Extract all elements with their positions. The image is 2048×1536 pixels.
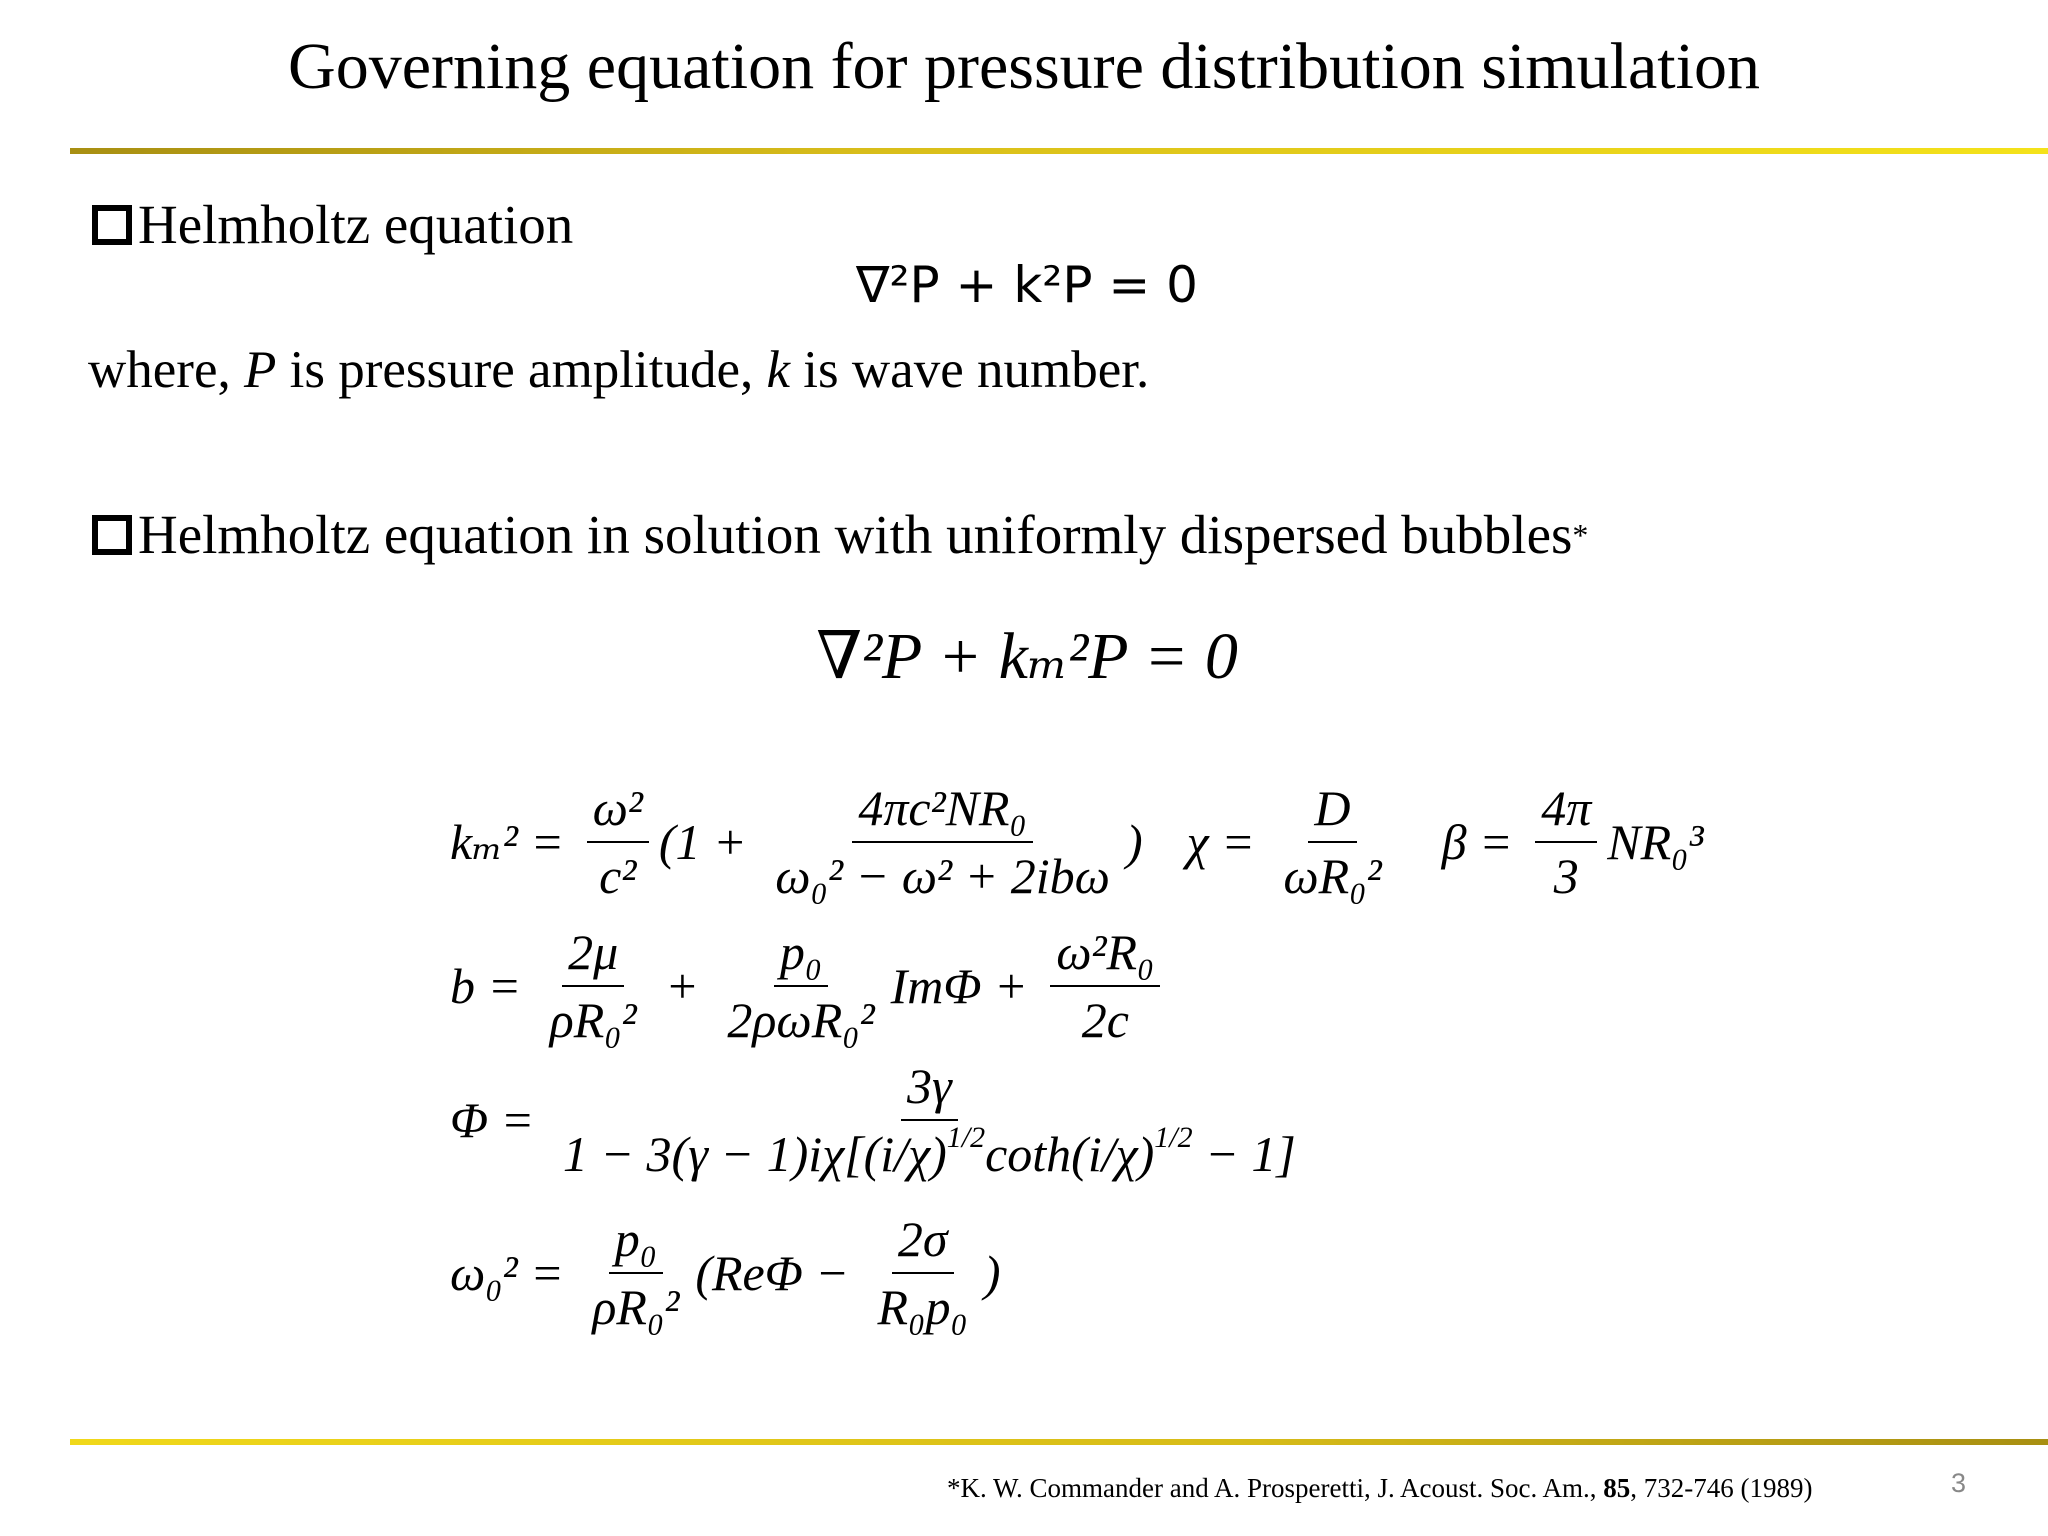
exponent: 1/2 — [946, 1121, 986, 1154]
volume: 85 — [1603, 1473, 1631, 1503]
term: ) — [983, 1245, 1001, 1301]
equation-b — [450, 921, 1170, 1051]
lhs: kₘ² = — [450, 814, 577, 870]
fraction — [586, 1210, 685, 1336]
definition-text — [88, 335, 1149, 405]
exponent: 1/2 — [1154, 1121, 1193, 1154]
bullet-text: Helmholtz equation in solution with uniformly dispersed bubbles — [138, 504, 1573, 565]
text: is pressure amplitude, — [276, 341, 767, 399]
bullet-text: Helmholtz equation — [138, 194, 574, 255]
numerator: p₀ — [609, 1210, 663, 1274]
term: ) — [1125, 814, 1143, 870]
numerator: 3γ — [901, 1057, 958, 1121]
fraction — [872, 1210, 974, 1336]
term: (ReΦ − — [695, 1245, 862, 1301]
numerator: p₀ — [774, 923, 828, 987]
title-divider — [70, 148, 2048, 154]
denominator: 3 — [1553, 848, 1579, 904]
denominator: 2c — [1081, 992, 1129, 1048]
lhs: Φ = — [450, 1092, 547, 1148]
helmholtz-bubble-equation: ∇²P + kₘ²P = 0 — [816, 620, 1238, 693]
denominator: ρR₀² — [592, 1279, 680, 1335]
text: is wave number. — [790, 341, 1150, 399]
denominator: ωR₀² — [1283, 848, 1382, 904]
numerator: ω² — [587, 779, 649, 843]
var-p: P — [243, 341, 277, 399]
footer-divider — [70, 1439, 2048, 1445]
term: − 1] — [1192, 1126, 1296, 1182]
lhs: b = — [450, 958, 534, 1014]
page-number: 3 — [1951, 1468, 1967, 1498]
equation-km — [450, 777, 1704, 907]
slide-title: Governing equation for pressure distribution simulation — [288, 30, 1760, 103]
fraction — [587, 779, 649, 905]
equation-omega0 — [450, 1208, 1001, 1338]
bullet-helmholtz-bubbles: Helmholtz equation in solution with uniformly dispersed bubbles * — [92, 500, 1588, 570]
fraction — [721, 923, 880, 1049]
text: *K. W. Commander and A. Prosperetti, J. Acoust. Soc. Am., — [947, 1473, 1604, 1503]
numerator: 4πc²NR₀ — [852, 779, 1033, 843]
numerator: 4π — [1535, 779, 1597, 843]
denominator: ρR₀² — [549, 992, 637, 1048]
fraction — [544, 923, 643, 1049]
denominator: c² — [599, 848, 637, 904]
denominator: R₀p₀ — [877, 1279, 968, 1335]
numerator: 2μ — [562, 923, 624, 987]
fraction — [557, 1057, 1302, 1183]
lhs: ω₀² = — [450, 1245, 577, 1301]
term: 1 − 3(γ − 1)iχ[(i/χ) — [562, 1126, 947, 1182]
fraction — [1535, 779, 1597, 905]
numerator: ω²R₀ — [1050, 923, 1160, 987]
term: + — [652, 958, 712, 1014]
term: (1 + — [658, 814, 760, 870]
numerator: D — [1308, 779, 1356, 843]
denominator: 2ρωR₀² — [727, 992, 875, 1048]
term: NR₀³ — [1607, 814, 1704, 870]
numerator: 2σ — [892, 1210, 954, 1274]
footnote-reference — [947, 1470, 1812, 1506]
var-k: k — [766, 341, 791, 399]
square-bullet-icon — [92, 205, 132, 245]
equation-phi — [450, 1055, 1312, 1185]
text: , 732-746 (1989) — [1630, 1473, 1813, 1503]
term: ImΦ + — [890, 958, 1041, 1014]
helmholtz-equation: ∇²P + k²P = 0 — [856, 256, 1198, 314]
beta-lhs: β = — [1441, 814, 1526, 870]
denominator: ω₀² − ω² + 2ibω — [775, 848, 1110, 904]
fraction — [769, 779, 1116, 905]
fraction — [1050, 923, 1160, 1049]
fraction — [1277, 779, 1387, 905]
chi-lhs: χ = — [1186, 814, 1268, 870]
denominator — [557, 1121, 1302, 1183]
text: where, — [88, 341, 244, 399]
square-bullet-icon — [92, 515, 132, 555]
term: coth(i/χ) — [985, 1126, 1155, 1182]
